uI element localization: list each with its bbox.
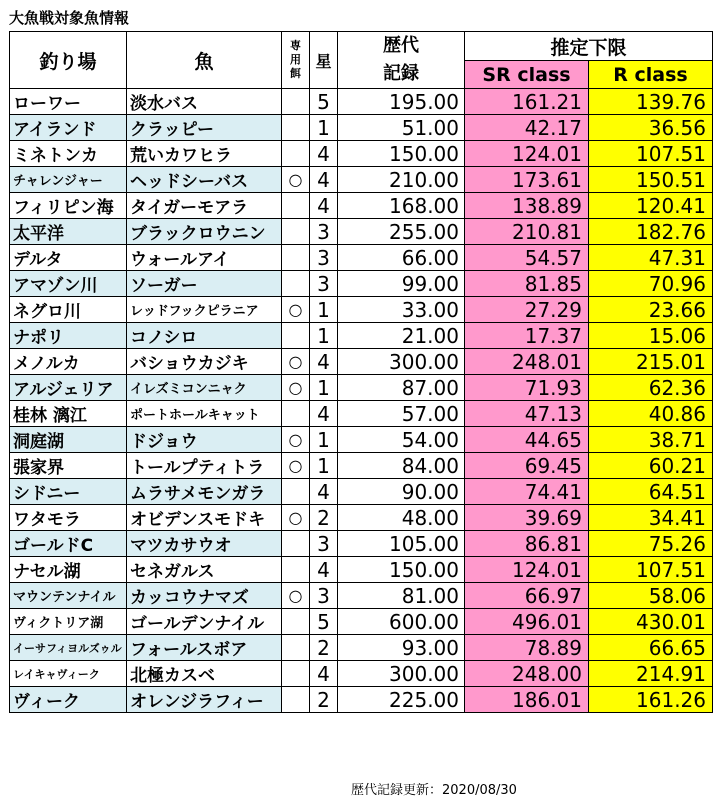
- cell-location: メノルカ: [10, 349, 127, 375]
- header-r-class: R class: [589, 61, 713, 89]
- cell-record: 93.00: [338, 635, 465, 661]
- cell-bait: [282, 687, 310, 713]
- cell-location: マウンテンナイル: [10, 583, 127, 609]
- cell-bait: [282, 141, 310, 167]
- cell-fish: オレンジラフィー: [127, 687, 282, 713]
- cell-fish: マツカサウオ: [127, 531, 282, 557]
- cell-record: 81.00: [338, 583, 465, 609]
- cell-sr-class: 47.13: [465, 401, 589, 427]
- cell-fish: オビデンスモドキ: [127, 505, 282, 531]
- cell-bait: [282, 193, 310, 219]
- cell-star: 3: [310, 245, 338, 271]
- cell-bait: [282, 271, 310, 297]
- cell-star: 3: [310, 583, 338, 609]
- cell-location: アイランド: [10, 115, 127, 141]
- cell-location: ゴールドC: [10, 531, 127, 557]
- header-bait-char: 専: [290, 39, 301, 52]
- table-body: [10, 89, 713, 713]
- cell-r-class: 15.06: [589, 323, 713, 349]
- cell-bait: ○: [282, 167, 310, 193]
- table-row: [10, 89, 713, 115]
- header-record-line: 記録: [383, 63, 419, 84]
- table-row: [10, 505, 713, 531]
- cell-bait: [282, 245, 310, 271]
- cell-sr-class: 496.01: [465, 609, 589, 635]
- cell-star: 5: [310, 89, 338, 115]
- cell-record: 84.00: [338, 453, 465, 479]
- cell-location: アマゾン川: [10, 271, 127, 297]
- cell-location: ミネトンカ: [10, 141, 127, 167]
- cell-location: 洞庭湖: [10, 427, 127, 453]
- cell-sr-class: 161.21: [465, 89, 589, 115]
- cell-r-class: 139.76: [589, 89, 713, 115]
- table-row: [10, 687, 713, 713]
- cell-r-class: 64.51: [589, 479, 713, 505]
- cell-r-class: 40.86: [589, 401, 713, 427]
- cell-fish: ブラックロウニン: [127, 219, 282, 245]
- cell-star: 5: [310, 609, 338, 635]
- cell-sr-class: 124.01: [465, 141, 589, 167]
- cell-bait: ○: [282, 375, 310, 401]
- table-row: [10, 375, 713, 401]
- cell-record: 105.00: [338, 531, 465, 557]
- cell-fish: ソーガー: [127, 271, 282, 297]
- cell-record: 600.00: [338, 609, 465, 635]
- table-row: [10, 193, 713, 219]
- cell-location: シドニー: [10, 479, 127, 505]
- cell-location: ヴィクトリア湖: [10, 609, 127, 635]
- cell-record: 99.00: [338, 271, 465, 297]
- cell-bait: [282, 635, 310, 661]
- cell-sr-class: 124.01: [465, 557, 589, 583]
- cell-fish: ゴールデンナイル: [127, 609, 282, 635]
- cell-bait: ○: [282, 583, 310, 609]
- cell-star: 1: [310, 453, 338, 479]
- table-row: [10, 609, 713, 635]
- table-row: [10, 479, 713, 505]
- header-star: 星: [310, 32, 338, 89]
- cell-star: 1: [310, 375, 338, 401]
- cell-bait: [282, 479, 310, 505]
- cell-record: 48.00: [338, 505, 465, 531]
- cell-r-class: 47.31: [589, 245, 713, 271]
- cell-location: アルジェリア: [10, 375, 127, 401]
- header-bait-char: 用: [290, 53, 301, 66]
- cell-fish: バショウカジキ: [127, 349, 282, 375]
- table-row: [10, 583, 713, 609]
- cell-record: 195.00: [338, 89, 465, 115]
- cell-sr-class: 138.89: [465, 193, 589, 219]
- cell-star: 4: [310, 141, 338, 167]
- cell-location: デルタ: [10, 245, 127, 271]
- cell-location: イーサフィヨルズゥル: [10, 635, 127, 661]
- cell-star: 2: [310, 505, 338, 531]
- cell-star: 4: [310, 167, 338, 193]
- cell-location: ヴィーク: [10, 687, 127, 713]
- cell-record: 300.00: [338, 661, 465, 687]
- header-estimate: 推定下限: [465, 32, 713, 61]
- cell-fish: クラッピー: [127, 115, 282, 141]
- cell-bait: ○: [282, 505, 310, 531]
- cell-bait: ○: [282, 349, 310, 375]
- cell-sr-class: 66.97: [465, 583, 589, 609]
- cell-location: レイキャヴィーク: [10, 661, 127, 687]
- cell-r-class: 430.01: [589, 609, 713, 635]
- header-record-line: 歴代: [383, 35, 419, 56]
- cell-star: 4: [310, 349, 338, 375]
- cell-sr-class: 17.37: [465, 323, 589, 349]
- cell-star: 1: [310, 323, 338, 349]
- cell-r-class: 62.36: [589, 375, 713, 401]
- header-location: 釣り場: [10, 32, 127, 89]
- cell-location: フィリピン海: [10, 193, 127, 219]
- cell-sr-class: 186.01: [465, 687, 589, 713]
- cell-sr-class: 86.81: [465, 531, 589, 557]
- table-row: [10, 635, 713, 661]
- cell-record: 255.00: [338, 219, 465, 245]
- cell-sr-class: 54.57: [465, 245, 589, 271]
- cell-r-class: 107.51: [589, 557, 713, 583]
- cell-fish: ウォールアイ: [127, 245, 282, 271]
- cell-r-class: 70.96: [589, 271, 713, 297]
- cell-bait: [282, 89, 310, 115]
- table-row: [10, 323, 713, 349]
- cell-r-class: 36.56: [589, 115, 713, 141]
- cell-r-class: 60.21: [589, 453, 713, 479]
- cell-sr-class: 39.69: [465, 505, 589, 531]
- fish-info-table: [9, 31, 713, 713]
- table-row: [10, 531, 713, 557]
- header-sr-class: SR class: [465, 61, 589, 89]
- cell-r-class: 23.66: [589, 297, 713, 323]
- cell-fish: コノシロ: [127, 323, 282, 349]
- table-row: [10, 427, 713, 453]
- cell-record: 54.00: [338, 427, 465, 453]
- cell-star: 1: [310, 115, 338, 141]
- cell-star: 4: [310, 193, 338, 219]
- cell-record: 51.00: [338, 115, 465, 141]
- table-row: [10, 661, 713, 687]
- cell-r-class: 38.71: [589, 427, 713, 453]
- cell-sr-class: 27.29: [465, 297, 589, 323]
- cell-location: 太平洋: [10, 219, 127, 245]
- cell-bait: [282, 323, 310, 349]
- cell-fish: セネガルス: [127, 557, 282, 583]
- cell-location: チャレンジャー: [10, 167, 127, 193]
- cell-r-class: 107.51: [589, 141, 713, 167]
- table-row: [10, 245, 713, 271]
- cell-record: 168.00: [338, 193, 465, 219]
- table-title: 大魚戦対象魚情報: [9, 9, 130, 27]
- cell-sr-class: 248.00: [465, 661, 589, 687]
- cell-r-class: 120.41: [589, 193, 713, 219]
- table-row: [10, 297, 713, 323]
- cell-bait: ○: [282, 297, 310, 323]
- cell-record: 33.00: [338, 297, 465, 323]
- cell-star: 3: [310, 219, 338, 245]
- cell-star: 4: [310, 557, 338, 583]
- cell-star: 1: [310, 297, 338, 323]
- cell-sr-class: 248.01: [465, 349, 589, 375]
- header-fish: 魚: [127, 32, 282, 89]
- table-row: [10, 453, 713, 479]
- cell-bait: [282, 609, 310, 635]
- cell-star: 2: [310, 635, 338, 661]
- cell-star: 3: [310, 531, 338, 557]
- cell-record: 150.00: [338, 141, 465, 167]
- cell-r-class: 150.51: [589, 167, 713, 193]
- cell-sr-class: 42.17: [465, 115, 589, 141]
- cell-bait: [282, 401, 310, 427]
- table-row: [10, 167, 713, 193]
- cell-fish: フォールスボア: [127, 635, 282, 661]
- table-row: [10, 349, 713, 375]
- header-record: [338, 32, 465, 89]
- cell-bait: [282, 115, 310, 141]
- cell-star: 2: [310, 687, 338, 713]
- cell-sr-class: 173.61: [465, 167, 589, 193]
- cell-record: 300.00: [338, 349, 465, 375]
- cell-location: ナセル湖: [10, 557, 127, 583]
- cell-location: ネグロ川: [10, 297, 127, 323]
- cell-r-class: 66.65: [589, 635, 713, 661]
- cell-r-class: 182.76: [589, 219, 713, 245]
- cell-record: 57.00: [338, 401, 465, 427]
- cell-star: 4: [310, 661, 338, 687]
- cell-fish: 荒いカワヒラ: [127, 141, 282, 167]
- cell-fish: ポートホールキャット: [127, 401, 282, 427]
- table-row: [10, 401, 713, 427]
- cell-record: 210.00: [338, 167, 465, 193]
- cell-fish: ムラサメモンガラ: [127, 479, 282, 505]
- cell-fish: カッコウナマズ: [127, 583, 282, 609]
- cell-sr-class: 69.45: [465, 453, 589, 479]
- cell-location: 張家界: [10, 453, 127, 479]
- cell-fish: イレズミコンニャク: [127, 375, 282, 401]
- cell-record: 225.00: [338, 687, 465, 713]
- table-row: [10, 115, 713, 141]
- cell-r-class: 161.26: [589, 687, 713, 713]
- header-bait-char: 餌: [290, 67, 301, 80]
- table-row: [10, 141, 713, 167]
- cell-bait: [282, 219, 310, 245]
- cell-r-class: 215.01: [589, 349, 713, 375]
- cell-r-class: 75.26: [589, 531, 713, 557]
- header-bait: [282, 32, 310, 89]
- cell-bait: [282, 557, 310, 583]
- cell-sr-class: 210.81: [465, 219, 589, 245]
- cell-star: 4: [310, 479, 338, 505]
- cell-bait: [282, 661, 310, 687]
- cell-record: 21.00: [338, 323, 465, 349]
- cell-sr-class: 44.65: [465, 427, 589, 453]
- cell-star: 3: [310, 271, 338, 297]
- cell-fish: トールプティトラ: [127, 453, 282, 479]
- cell-r-class: 214.91: [589, 661, 713, 687]
- cell-bait: ○: [282, 453, 310, 479]
- cell-fish: ヘッドシーバス: [127, 167, 282, 193]
- cell-r-class: 34.41: [589, 505, 713, 531]
- cell-record: 87.00: [338, 375, 465, 401]
- cell-fish: 北極カスベ: [127, 661, 282, 687]
- cell-location: ワタモラ: [10, 505, 127, 531]
- cell-fish: レッドフックピラニア: [127, 297, 282, 323]
- cell-record: 150.00: [338, 557, 465, 583]
- cell-r-class: 58.06: [589, 583, 713, 609]
- table-row: [10, 271, 713, 297]
- cell-record: 66.00: [338, 245, 465, 271]
- cell-star: 4: [310, 401, 338, 427]
- cell-location: ローワー: [10, 89, 127, 115]
- table-row: [10, 219, 713, 245]
- cell-record: 90.00: [338, 479, 465, 505]
- table-row: [10, 557, 713, 583]
- cell-sr-class: 74.41: [465, 479, 589, 505]
- cell-fish: タイガーモアラ: [127, 193, 282, 219]
- cell-location: ナポリ: [10, 323, 127, 349]
- cell-bait: [282, 531, 310, 557]
- record-updated-note: 歴代記録更新：2020/08/30: [351, 783, 517, 798]
- cell-sr-class: 71.93: [465, 375, 589, 401]
- cell-bait: ○: [282, 427, 310, 453]
- cell-star: 1: [310, 427, 338, 453]
- cell-fish: 淡水バス: [127, 89, 282, 115]
- cell-sr-class: 81.85: [465, 271, 589, 297]
- cell-sr-class: 78.89: [465, 635, 589, 661]
- cell-fish: ドジョウ: [127, 427, 282, 453]
- cell-location: 桂林 漓江: [10, 401, 127, 427]
